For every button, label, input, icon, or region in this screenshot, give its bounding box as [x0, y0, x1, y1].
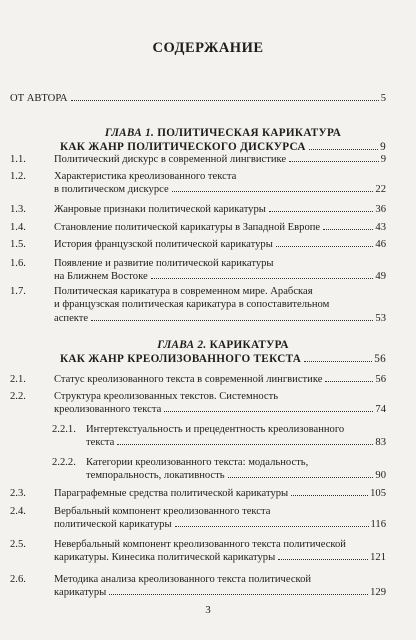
chapter-1-heading: [60, 126, 386, 154]
toc-entry-text: Параграфемные средства политической карикатуры: [54, 488, 289, 499]
toc-entry-number: 1.3.: [10, 204, 26, 215]
chapter-1-label: ГЛАВА 1.: [104, 127, 155, 139]
dot-leader: [172, 191, 374, 192]
chapter-2-label: ГЛАВА 2.: [157, 339, 207, 351]
toc-entry-text: Вербальный компонент креолизованного текста: [54, 506, 271, 517]
toc-entry-number: 2.1.: [10, 374, 26, 385]
toc-entry-text: Структура креолизованных текстов. Системность: [54, 391, 279, 402]
toc-entry-number: 2.2.2.: [52, 457, 76, 468]
dot-leader: [117, 444, 373, 445]
dot-leader: [175, 526, 369, 527]
toc-entry-page: 116: [370, 519, 386, 531]
toc-entry-text: на Ближнем Востоке: [54, 271, 148, 283]
toc-entry-text: Статус креолизованного текста в современной лингвистике: [54, 374, 323, 385]
page-number: 3: [205, 604, 211, 616]
author-entry-page: 5: [380, 93, 386, 104]
dot-leader: [289, 161, 379, 162]
toc-entry-text: Категории креолизованного текста: модальность,: [86, 457, 309, 468]
page-title: СОДЕРЖАНИЕ: [152, 40, 264, 56]
toc-entry-page: 105: [370, 488, 386, 499]
dot-leader: [304, 361, 372, 362]
dot-leader: [164, 411, 373, 412]
toc-entry-number: 2.6.: [10, 574, 26, 585]
toc-entry-number: 1.2.: [10, 171, 26, 182]
toc-entry-text: Политическая карикатура в современном мире. Арабская: [54, 286, 313, 297]
toc-entry-number: 1.5.: [10, 239, 26, 250]
dot-leader: [228, 477, 374, 478]
author-entry-text: ОТ АВТОРА: [10, 93, 68, 104]
toc-entry-text: Политический дискурс в современной лингвистике: [54, 154, 287, 165]
chapter-1-title-line1: ПОЛИТИЧЕСКАЯ КАРИКАТУРА: [157, 127, 342, 139]
toc-entry-text: в политическом дискурсе: [54, 184, 169, 196]
toc-entry-page: 90: [375, 470, 386, 482]
chapter-1-title-line2: КАК ЖАНР ПОЛИТИЧЕСКОГО ДИСКУРСА: [60, 141, 306, 153]
toc-entry-page: 129: [370, 587, 386, 599]
toc-entry-text: Становление политической карикатуры в Западной Европе: [54, 222, 321, 233]
toc-entry-number: 2.3.: [10, 488, 26, 499]
toc-entry-number: 1.7.: [10, 286, 26, 297]
chapter-2-heading: [60, 338, 386, 366]
toc-entry-page: 22: [375, 184, 386, 196]
toc-entry-page: 53: [375, 312, 386, 324]
toc-entry-text: Характеристика креолизованного текста: [54, 171, 237, 182]
dot-leader: [309, 149, 378, 150]
toc-entry-text: текста: [86, 437, 115, 449]
toc-entry-text: Появление и развитие политической карикатуры: [54, 258, 274, 269]
toc-entry-text: Жанровые признаки политической карикатуры: [54, 204, 266, 215]
toc-entry-page: 74: [375, 404, 386, 416]
toc-entry-text: Интертекстуальность и прецедентность креолизованного: [86, 424, 345, 435]
dot-leader: [278, 559, 368, 560]
toc-entry-page: 9: [380, 154, 386, 165]
toc-entry-text: карикатуры. Кинесика политической карикатуры: [54, 552, 276, 564]
toc-entry-number: 2.4.: [10, 506, 26, 517]
chapter-2-title-line2: КАК ЖАНР КРЕОЛИЗОВАННОГО ТЕКСТА: [60, 353, 302, 365]
dot-leader: [71, 100, 379, 101]
toc-entry-page: 83: [375, 437, 386, 449]
toc-entry-text: аспекте: [54, 312, 89, 324]
dot-leader: [276, 246, 374, 247]
toc-entry-page: 46: [375, 239, 386, 250]
dot-leader: [151, 278, 374, 279]
toc-entry-text: политической карикатуры: [54, 519, 172, 531]
chapter-1-page: 9: [380, 141, 386, 153]
toc-entry-text: темпоральность, локативность: [86, 470, 225, 482]
chapter-2-page: 56: [374, 353, 386, 365]
toc-entry-page: 56: [375, 374, 386, 385]
toc-entry-text: История французской политической карикатуры: [54, 239, 273, 250]
toc-entry-number: 2.2.: [10, 391, 26, 402]
toc-entry-text: креолизованного текста: [54, 404, 162, 416]
toc-entry-page: 121: [370, 552, 386, 564]
toc-entry-number: 1.4.: [10, 222, 26, 233]
toc-entry-page: 36: [375, 204, 386, 215]
toc-entry-text: Невербальный компонент креолизованного текста политической: [54, 539, 346, 550]
toc-entry-number: 2.2.1.: [52, 424, 76, 435]
toc-entry-author: [10, 92, 386, 105]
toc-entry-page: 43: [375, 222, 386, 233]
dot-leader: [323, 229, 373, 230]
dot-leader: [269, 211, 374, 212]
toc-entry-number: 2.5.: [10, 539, 26, 550]
toc-entry-text: Методика анализа креолизованного текста политической: [54, 574, 312, 585]
chapter-2-title-line1: КАРИКАТУРА: [209, 339, 289, 351]
toc-entry-text: карикатуры: [54, 587, 107, 599]
dot-leader: [109, 594, 368, 595]
toc-entry-number: 1.6.: [10, 258, 26, 269]
dot-leader: [291, 495, 368, 496]
toc-entry-number: 1.1.: [10, 154, 26, 165]
dot-leader: [325, 381, 373, 382]
toc-entry-text: и французская политическая карикатура в сопоставительном: [54, 299, 330, 311]
dot-leader: [91, 320, 373, 321]
toc-entry-page: 49: [375, 271, 386, 283]
